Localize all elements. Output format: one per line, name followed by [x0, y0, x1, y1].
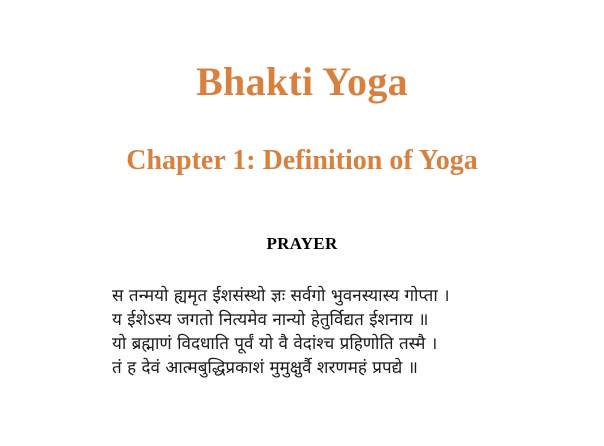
verse-line: तं ह देवं आत्मबुद्धिप्रकाशं मुमुक्षुर्वै शरणमहं प्रपद्ये ॥	[112, 358, 418, 378]
book-title: Bhakti Yoga	[196, 59, 408, 104]
verse-line: स तन्मयो ह्यमृत ईशसंस्थो ज्ञः सर्वगो भुवनस्यास्य गोप्ता ।	[112, 286, 450, 306]
section-heading: PRAYER	[266, 234, 338, 253]
prayer-verse	[112, 284, 552, 380]
chapter-title: Chapter 1: Definition of Yoga	[126, 145, 478, 176]
verse-line: य ईशेऽस्य जगतो नित्यमेव नान्यो हेतुर्विद्यत ईशनाय ॥	[112, 310, 429, 330]
verse-line: यो ब्रह्माणं विदधाति पूर्वं यो वै वेदांश्च प्रहिणोति तस्मै ।	[112, 334, 438, 354]
